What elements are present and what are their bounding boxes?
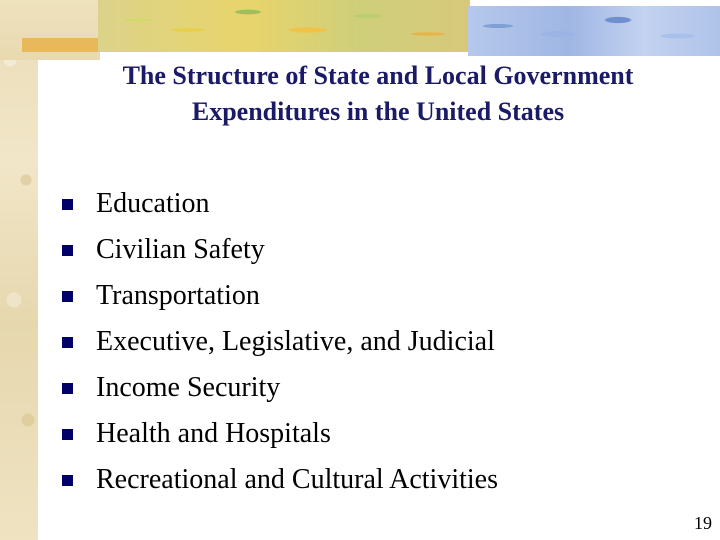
slide-title-line-2: Expenditures in the United States bbox=[191, 97, 565, 126]
top-decorative-banner bbox=[0, 0, 720, 60]
bullet-text: Executive, Legislative, and Judicial bbox=[96, 326, 495, 357]
square-bullet-icon bbox=[62, 291, 73, 302]
bullet-item-recreational-cultural bbox=[62, 457, 498, 503]
banner-flower-image bbox=[98, 0, 470, 52]
bullet-item-education bbox=[62, 181, 498, 227]
square-bullet-icon bbox=[62, 337, 73, 348]
bullet-text: Recreational and Cultural Activities bbox=[96, 464, 498, 495]
bullet-list bbox=[62, 181, 498, 503]
slide-title-line-1: The Structure of State and Local Government bbox=[122, 61, 634, 90]
square-bullet-icon bbox=[62, 199, 73, 210]
square-bullet-icon bbox=[62, 475, 73, 486]
bullet-text: Health and Hospitals bbox=[96, 418, 331, 449]
square-bullet-icon bbox=[62, 429, 73, 440]
page-number: 19 bbox=[694, 513, 712, 533]
slide-title bbox=[40, 58, 716, 130]
bullet-item-civilian-safety bbox=[62, 227, 498, 273]
bullet-item-health-hospitals bbox=[62, 411, 498, 457]
bullet-text: Education bbox=[96, 188, 210, 219]
bullet-text: Transportation bbox=[96, 280, 260, 311]
square-bullet-icon bbox=[62, 383, 73, 394]
banner-blue-flower-image bbox=[468, 6, 720, 56]
bullet-item-income-security bbox=[62, 365, 498, 411]
banner-orange-accent bbox=[22, 38, 98, 52]
bullet-item-transportation bbox=[62, 273, 498, 319]
bullet-text: Income Security bbox=[96, 372, 281, 403]
square-bullet-icon bbox=[62, 245, 73, 256]
left-decorative-strip bbox=[0, 0, 38, 540]
bullet-text: Civilian Safety bbox=[96, 234, 265, 265]
bullet-item-executive-legislative-judicial bbox=[62, 319, 498, 365]
